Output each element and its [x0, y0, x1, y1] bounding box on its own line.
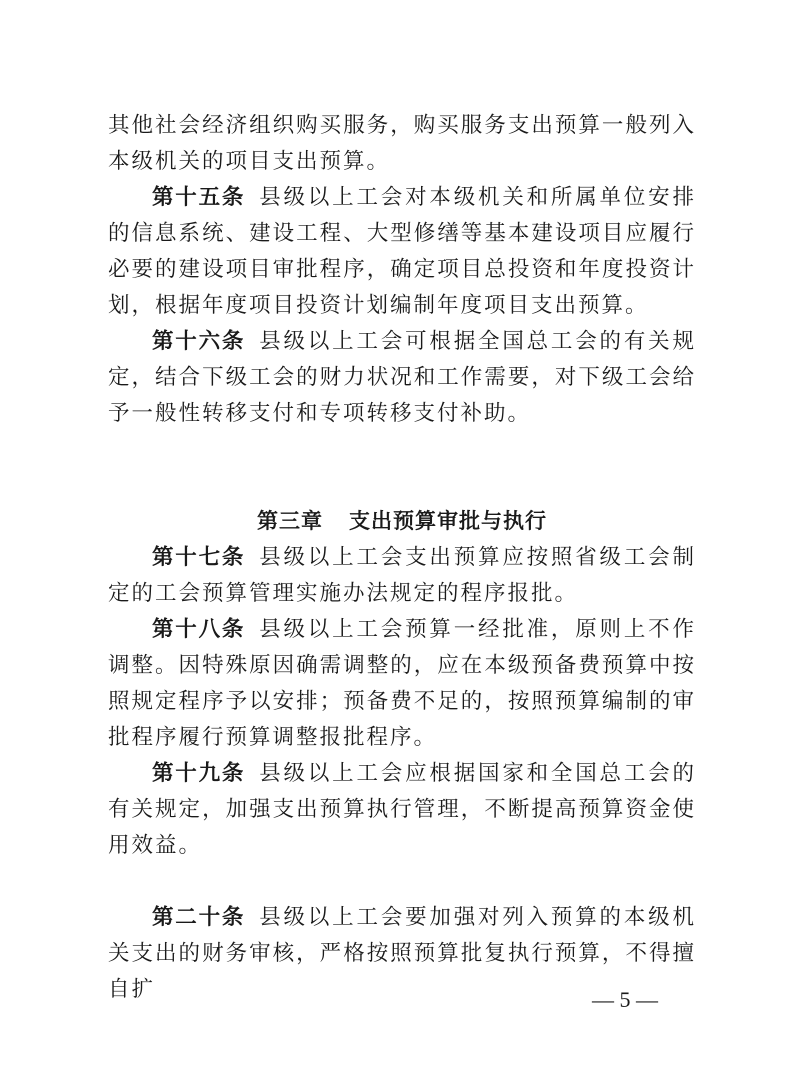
page-number: — 5 —: [592, 987, 658, 1012]
article-19-label: 第十九条: [152, 761, 246, 786]
article-18: [108, 612, 696, 756]
chapter-number: 第三章: [257, 509, 323, 533]
article-15: [108, 180, 696, 324]
article-20-label: 第二十条: [152, 905, 246, 930]
article-18-label: 第十八条: [152, 617, 246, 642]
article-16: [108, 324, 696, 432]
article-15-text: 县级以上工会对本级机关和所属单位安排的信息系统、建设工程、大型修缮等基本建设项目应履行必要的建设项目审批程序，确定项目总投资和年度投资计划，根据年度项目投资计划编制年度项目支出预算。: [108, 185, 696, 318]
article-20-text: 县级以上工会要加强对列入预算的本级机关支出的财务审核，严格按照预算批复执行预算，不得擅自扩: [108, 905, 696, 1002]
article-17-label: 第十七条: [152, 545, 246, 570]
chapter-title: 支出预算审批与执行: [349, 509, 547, 533]
article-16-label: 第十六条: [152, 329, 246, 354]
article-17: [108, 540, 696, 612]
continued-paragraph: 其他社会经济组织购买服务，购买服务支出预算一般列入本级机关的项目支出预算。: [108, 113, 696, 174]
article-18-text: 县级以上工会预算一经批准，原则上不作调整。因特殊原因确需调整的，应在本级预备费预算中按照规定程序予以安排；预备费不足的，按照预算编制的审批程序履行预算调整报批程序。: [108, 617, 696, 750]
article-17-text: 县级以上工会支出预算应按照省级工会制定的工会预算管理实施办法规定的程序报批。: [108, 545, 696, 606]
article-19-text: 县级以上工会应根据国家和全国总工会的有关规定，加强支出预算执行管理，不断提高预算资金使用效益。: [108, 761, 696, 858]
article-19: [108, 756, 696, 864]
article-16-text: 县级以上工会可根据全国总工会的有关规定，结合下级工会的财力状况和工作需要，对下级工会给予一般性转移支付和专项转移支付补助。: [108, 329, 696, 426]
chapter-heading: [108, 503, 696, 539]
article-15-label: 第十五条: [152, 185, 246, 210]
